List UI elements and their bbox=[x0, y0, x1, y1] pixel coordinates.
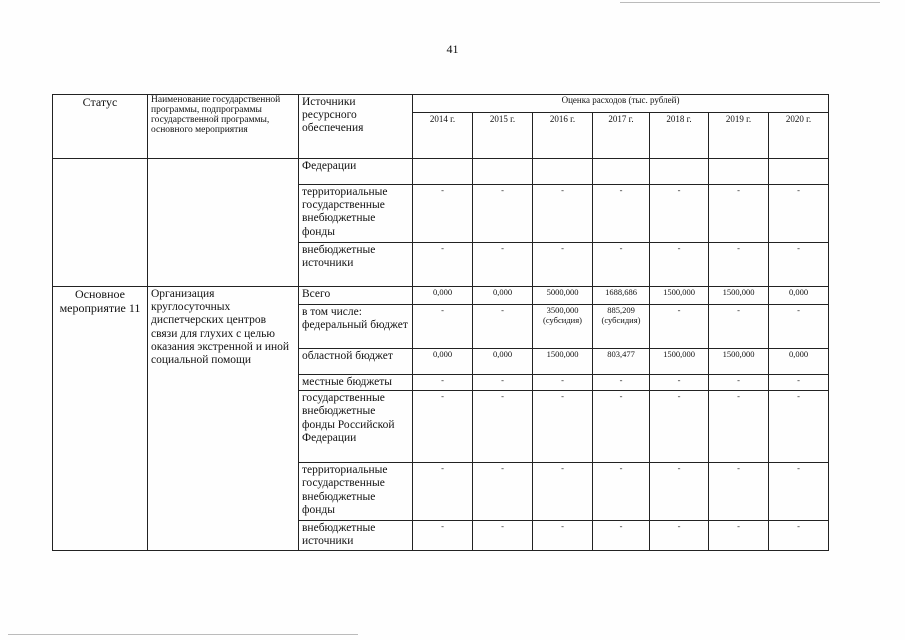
value-cell: - bbox=[473, 243, 533, 287]
value-cell: - bbox=[413, 521, 473, 550]
year-header: 2017 г. bbox=[593, 113, 650, 159]
value-cell: 0,000 bbox=[413, 349, 473, 375]
value-cell: - bbox=[650, 391, 709, 463]
value-cell: - bbox=[413, 375, 473, 391]
year-header: 2018 г. bbox=[650, 113, 709, 159]
event-status-cell: Основное мероприятие 11 bbox=[53, 287, 148, 551]
value-cell: - bbox=[769, 391, 829, 463]
value-cell: - bbox=[709, 375, 769, 391]
value-cell: - bbox=[650, 375, 709, 391]
status-cell bbox=[53, 159, 148, 287]
value-cell: - bbox=[593, 391, 650, 463]
value-cell: - bbox=[533, 391, 593, 463]
year-header: 2014 г. bbox=[413, 113, 473, 159]
value-cell: - bbox=[593, 375, 650, 391]
value-cell: 1500,000 bbox=[709, 349, 769, 375]
value-cell: - bbox=[709, 521, 769, 550]
budget-table bbox=[52, 94, 829, 551]
value-cell: 1500,000 bbox=[709, 287, 769, 305]
page-number: 41 bbox=[446, 42, 459, 56]
value-cell: 0,000 bbox=[473, 349, 533, 375]
value-cell: - bbox=[413, 463, 473, 521]
value-cell: - bbox=[473, 375, 533, 391]
value-cell bbox=[650, 159, 709, 185]
source-cell: территориальные государственные внебюджетные фонды bbox=[299, 185, 413, 243]
value-cell: - bbox=[473, 521, 533, 550]
value-cell: 1688,686 bbox=[593, 287, 650, 305]
value-cell bbox=[533, 159, 593, 185]
name-cell bbox=[148, 159, 299, 287]
value-cell: - bbox=[473, 463, 533, 521]
header-estimate: Оценка расходов (тыс. рублей) bbox=[413, 95, 829, 113]
source-cell: местные бюджеты bbox=[299, 375, 413, 391]
header-status: Статус bbox=[53, 95, 148, 159]
value-cell: - bbox=[650, 521, 709, 550]
value-cell bbox=[413, 159, 473, 185]
value-cell: - bbox=[533, 185, 593, 243]
value-cell: 1500,000 bbox=[650, 349, 709, 375]
value-cell: - bbox=[533, 375, 593, 391]
value-cell: 1500,000 bbox=[533, 349, 593, 375]
header-sources: Источники ресурсного обеспечения bbox=[299, 95, 413, 159]
source-cell: Всего bbox=[299, 287, 413, 305]
value-cell: - bbox=[473, 305, 533, 349]
value-cell: 0,000 bbox=[769, 287, 829, 305]
value-cell: 3500,000 (субсидия) bbox=[533, 305, 593, 349]
year-header: 2019 г. bbox=[709, 113, 769, 159]
value-cell: - bbox=[593, 463, 650, 521]
value-cell: - bbox=[650, 305, 709, 349]
value-cell: 0,000 bbox=[473, 287, 533, 305]
value-cell: - bbox=[709, 391, 769, 463]
value-cell: - bbox=[769, 521, 829, 550]
value-cell: - bbox=[413, 305, 473, 349]
scan-artifact bbox=[8, 634, 358, 635]
source-cell: областной бюджет bbox=[299, 349, 413, 375]
value-cell: 0,000 bbox=[769, 349, 829, 375]
year-header: 2015 г. bbox=[473, 113, 533, 159]
value-cell: - bbox=[650, 243, 709, 287]
header-name: Наименование государственной программы, подпрограммы государственной программы, основного мероприятия bbox=[148, 95, 299, 159]
value-cell bbox=[473, 159, 533, 185]
value-cell: - bbox=[473, 185, 533, 243]
value-cell: - bbox=[593, 185, 650, 243]
value-cell: - bbox=[473, 391, 533, 463]
event-name-cell: Организация круглосуточных диспетчерских центров связи для глухих с целью оказания экстренной и иной социальной помощи bbox=[148, 287, 299, 551]
value-cell bbox=[709, 159, 769, 185]
value-cell bbox=[593, 159, 650, 185]
value-cell: - bbox=[709, 463, 769, 521]
year-header: 2020 г. bbox=[769, 113, 829, 159]
source-cell: государственные внебюджетные фонды Российской Федерации bbox=[299, 391, 413, 463]
year-header: 2016 г. bbox=[533, 113, 593, 159]
table-row bbox=[53, 159, 829, 185]
table-row bbox=[53, 287, 829, 305]
value-cell: - bbox=[709, 185, 769, 243]
value-cell: - bbox=[413, 185, 473, 243]
value-cell: 1500,000 bbox=[650, 287, 709, 305]
value-cell bbox=[769, 159, 829, 185]
value-cell: 5000,000 bbox=[533, 287, 593, 305]
value-cell: - bbox=[650, 463, 709, 521]
value-cell: - bbox=[533, 243, 593, 287]
value-cell: - bbox=[533, 521, 593, 550]
source-cell: в том числе: федеральный бюджет bbox=[299, 305, 413, 349]
value-cell: - bbox=[769, 305, 829, 349]
value-cell: - bbox=[709, 243, 769, 287]
header-row bbox=[53, 95, 829, 113]
value-cell: 803,477 bbox=[593, 349, 650, 375]
scan-artifact bbox=[620, 2, 880, 3]
source-cell: внебюджетные источники bbox=[299, 521, 413, 550]
value-cell: - bbox=[769, 243, 829, 287]
source-cell: внебюджетные источники bbox=[299, 243, 413, 287]
value-cell: - bbox=[709, 305, 769, 349]
value-cell: - bbox=[769, 185, 829, 243]
value-cell: - bbox=[769, 463, 829, 521]
value-cell: 0,000 bbox=[413, 287, 473, 305]
value-cell: - bbox=[650, 185, 709, 243]
source-cell: территориальные государственные внебюджетные фонды bbox=[299, 463, 413, 521]
value-cell: - bbox=[593, 243, 650, 287]
value-cell: 885,209 (субсидия) bbox=[593, 305, 650, 349]
value-cell: - bbox=[413, 391, 473, 463]
value-cell: - bbox=[593, 521, 650, 550]
value-cell: - bbox=[769, 375, 829, 391]
source-cell: Федерации bbox=[299, 159, 413, 185]
value-cell: - bbox=[413, 243, 473, 287]
value-cell: - bbox=[533, 463, 593, 521]
